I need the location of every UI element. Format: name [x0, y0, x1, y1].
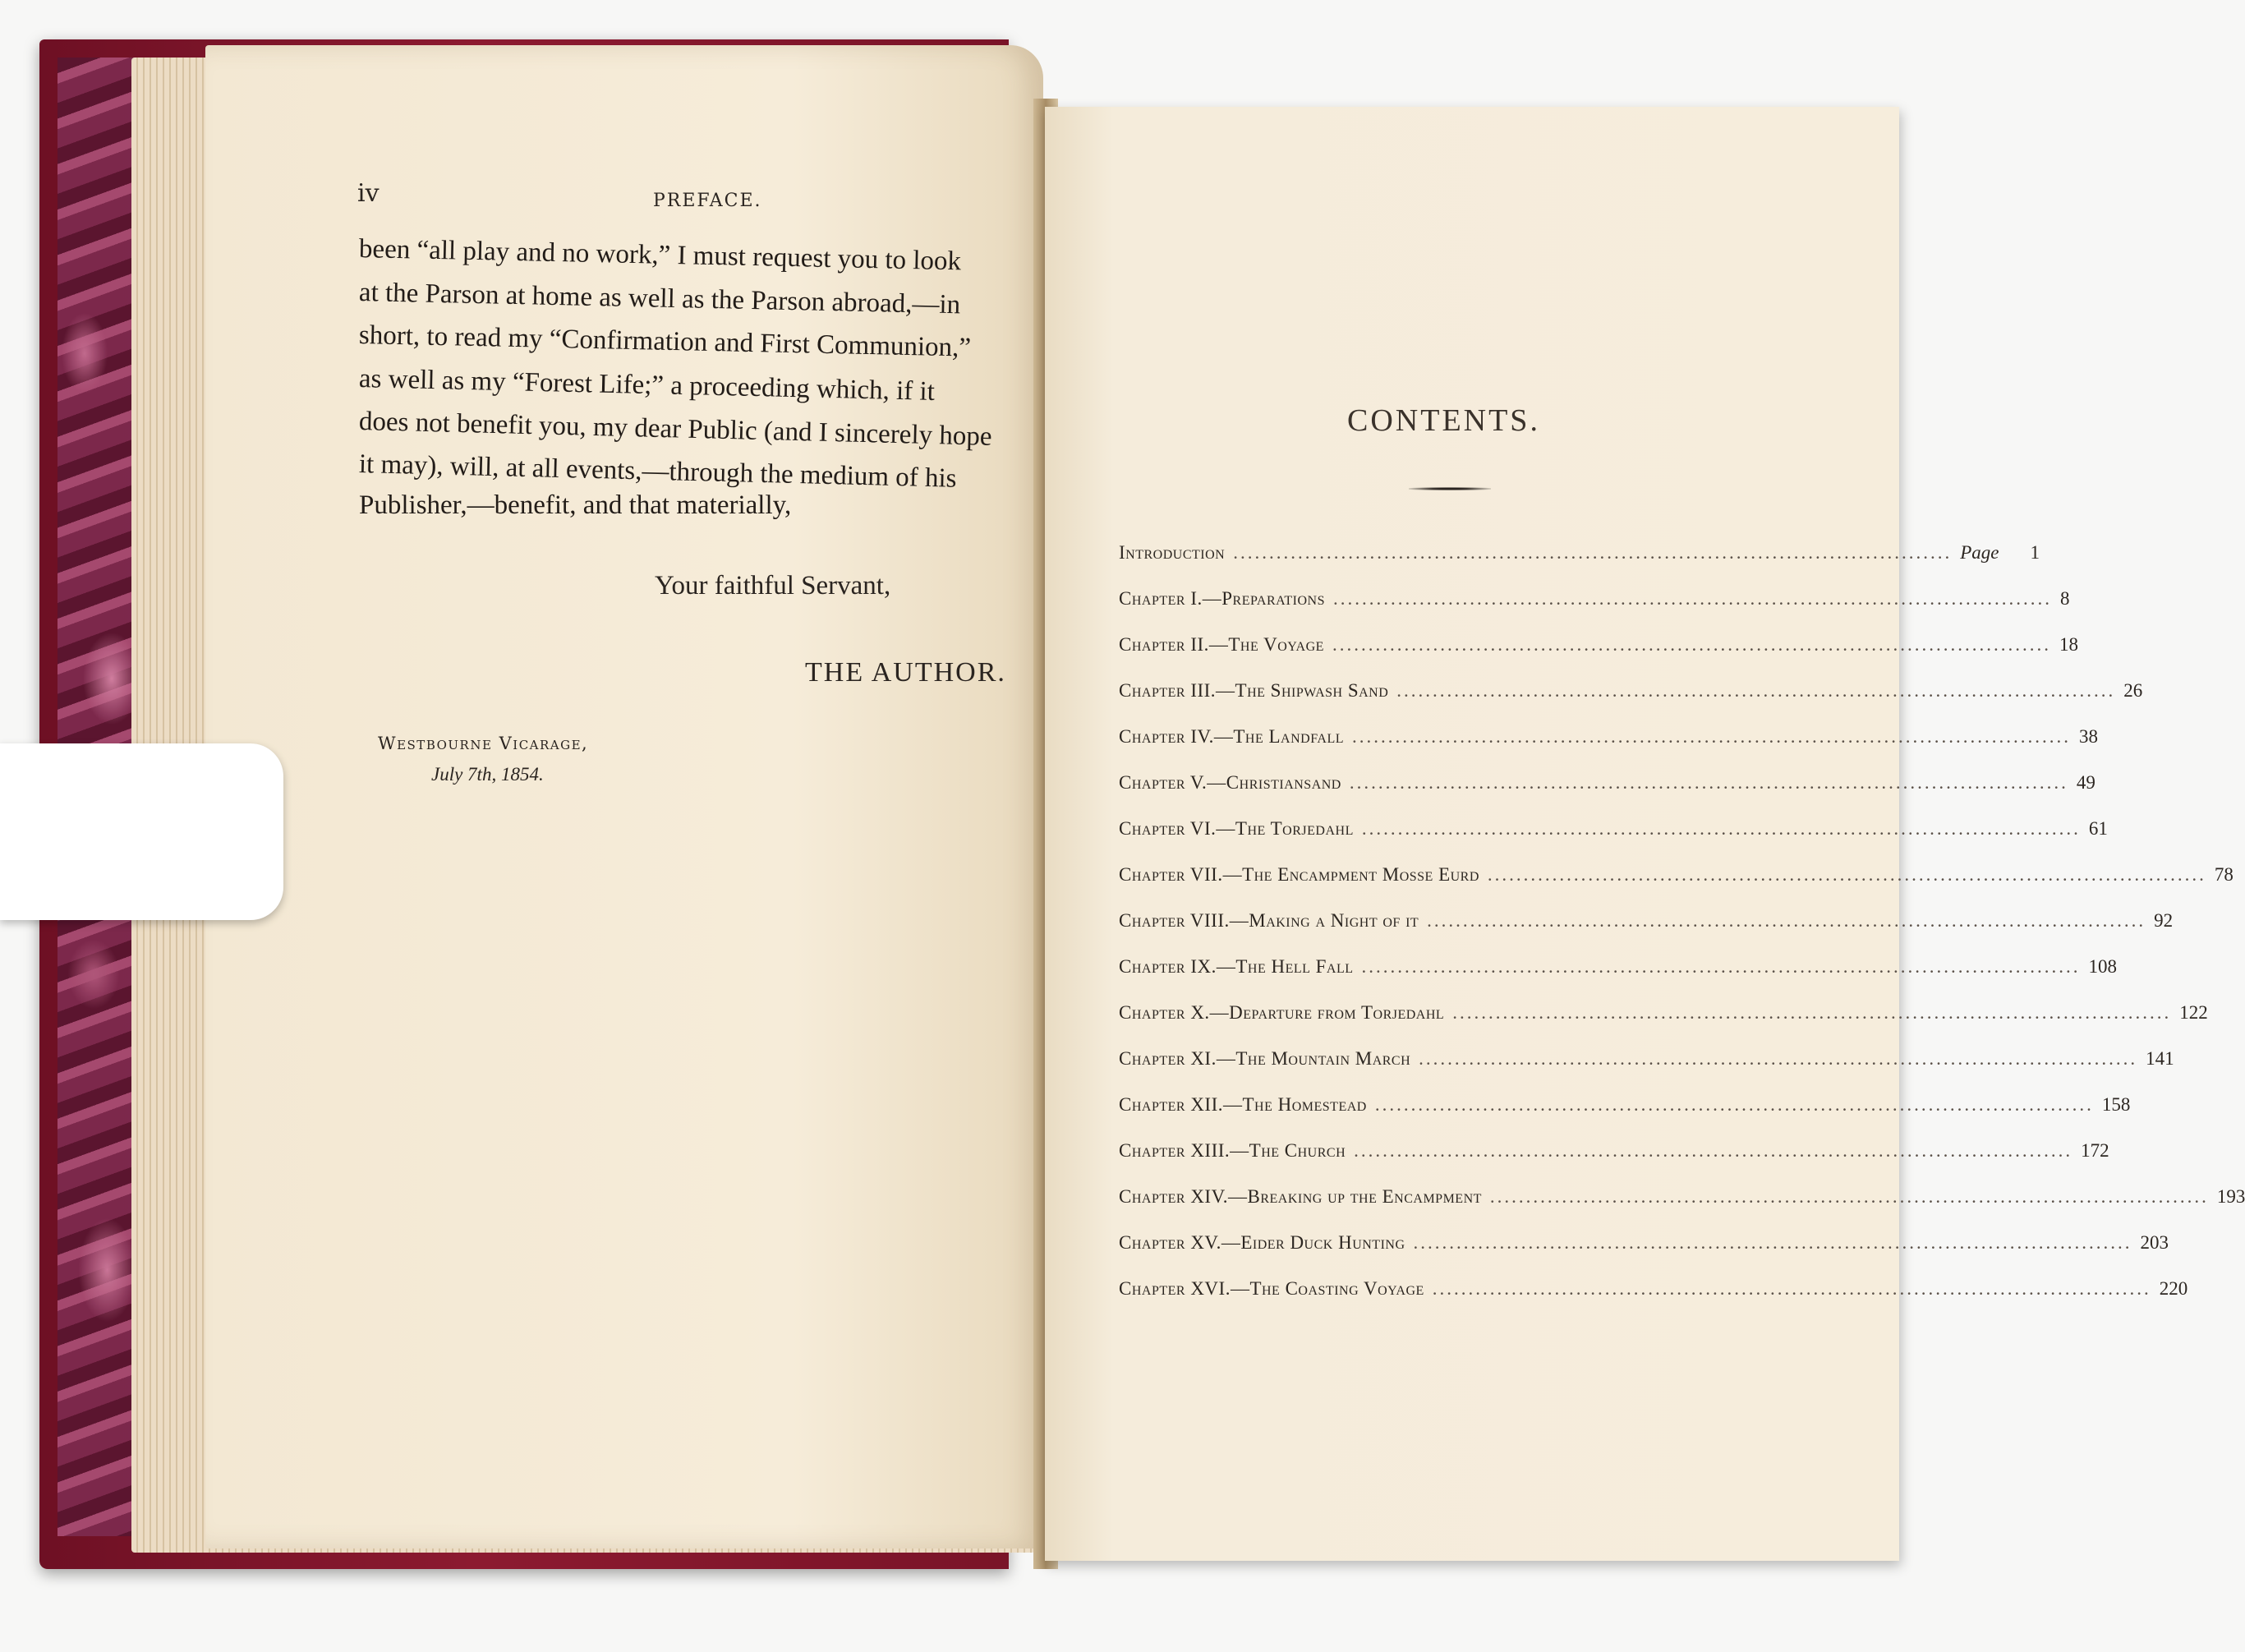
leader-dots: .................................................................................................... — [1333, 588, 2053, 609]
preface-line: as well as my “Forest Life;” a proceeding which, if it — [358, 364, 936, 407]
running-head: PREFACE. — [653, 191, 762, 211]
toc-entry — [1119, 726, 2099, 752]
toc-page: 220 — [2159, 1278, 2188, 1299]
place-line: Westbourne Vicarage, — [378, 734, 589, 753]
toc-page: 8 — [2060, 588, 2070, 609]
leader-dots: .................................................................................................... — [1432, 1278, 2151, 1299]
leader-dots: .................................................................................................... — [1354, 1140, 2073, 1161]
preface-line: does not benefit you, my dear Public (and I sincerely hope — [358, 407, 992, 452]
toc-label: Chapter I.—Preparations — [1119, 588, 1326, 609]
leader-dots: .................................................................................................... — [1419, 1048, 2138, 1069]
leader-dots: .................................................................................................... — [1352, 726, 2072, 747]
toc-label: Chapter VII.—The Encampment Mosse Eurd — [1119, 864, 1479, 885]
toc-label: Chapter X.—Departure from Torjedahl — [1119, 1002, 1445, 1023]
page-word: Page — [1960, 542, 1999, 563]
toc-label: Introduction — [1119, 542, 1226, 563]
toc-page: 172 — [2081, 1140, 2109, 1161]
date-line: July 7th, 1854. — [431, 764, 544, 785]
toc-entry — [1119, 680, 2143, 706]
toc-label: Chapter XV.—Eider Duck Hunting — [1119, 1232, 1405, 1253]
page-number: iv — [357, 179, 380, 208]
preface-line: Publisher,—benefit, and that materially, — [359, 490, 792, 520]
ornament-rule — [1409, 487, 1491, 490]
toc-page: 78 — [2214, 864, 2233, 885]
leader-dots: .................................................................................................... — [1489, 1186, 2209, 1207]
toc-page: 18 — [2059, 634, 2078, 655]
author-signature: THE AUTHOR. — [805, 657, 1006, 688]
preface-line: at the Parson at home as well as the Parson abroad,—in — [358, 278, 961, 320]
contents-title: CONTENTS. — [1347, 403, 1540, 438]
toc-label: Chapter XIV.—Breaking up the Encampment — [1119, 1186, 1482, 1207]
toc-page: 1 — [2030, 542, 2040, 563]
leader-dots: .................................................................................................... — [1396, 680, 2116, 701]
preface-line: it may), will, at all events,—through the medium of his — [358, 449, 957, 494]
toc-entry — [1119, 864, 2233, 890]
leader-dots: .................................................................................................... — [1452, 1002, 2172, 1023]
toc-entry — [1119, 910, 2174, 936]
toc-entry — [1119, 588, 2070, 614]
leader-dots: .................................................................................................... — [1487, 864, 2206, 885]
toc-entry — [1119, 818, 2108, 844]
toc-page: 203 — [2140, 1232, 2169, 1253]
toc-page: 38 — [2079, 726, 2099, 747]
toc-entry — [1119, 956, 2118, 982]
toc-page: 141 — [2146, 1048, 2174, 1069]
leader-dots: .................................................................................................... — [1413, 1232, 2132, 1253]
toc-page: 61 — [2088, 818, 2108, 839]
toc-page: 26 — [2123, 680, 2143, 701]
toc-page: 122 — [2179, 1002, 2208, 1023]
leader-dots: .................................................................................................... — [1361, 818, 2081, 839]
toc-label: Chapter III.—The Shipwash Sand — [1119, 680, 1389, 701]
toc-entry — [1119, 1278, 2188, 1305]
toc-label: Chapter II.—The Voyage — [1119, 634, 1324, 655]
toc-label: Chapter IV.—The Landfall — [1119, 726, 1345, 747]
toc-label: Chapter IX.—The Hell Fall — [1119, 956, 1354, 977]
preface-line: short, to read my “Confirmation and First Communion,” — [358, 320, 972, 363]
toc-entry — [1119, 772, 2095, 798]
signoff: Your faithful Servant, — [655, 571, 891, 601]
page-clip — [0, 743, 283, 920]
leader-dots: .................................................................................................... — [1332, 634, 2051, 655]
toc-label: Chapter XI.—The Mountain March — [1119, 1048, 1411, 1069]
toc-label: Chapter V.—Christiansand — [1119, 772, 1341, 793]
toc-page: 158 — [2101, 1094, 2131, 1115]
toc-label: Chapter XVI.—The Coasting Voyage — [1119, 1278, 1424, 1299]
leader-dots: .................................................................................................... — [1361, 956, 2081, 977]
preface-line: been “all play and no work,” I must request you to look — [358, 234, 962, 277]
leader-dots: .................................................................................................... — [1427, 910, 2146, 931]
leader-dots: .................................................................................................... — [1233, 542, 1953, 563]
toc-entry — [1119, 1140, 2109, 1167]
toc-label: Chapter VI.—The Torjedahl — [1119, 818, 1354, 839]
toc-page: 193 — [2216, 1186, 2245, 1207]
toc-page: 92 — [2154, 910, 2174, 931]
toc-label: Chapter XIII.—The Church — [1119, 1140, 1346, 1161]
toc-entry — [1119, 1048, 2174, 1074]
toc-label: Chapter VIII.—Making a Night of it — [1119, 910, 1419, 931]
leader-dots: .................................................................................................... — [1349, 772, 2068, 793]
toc-entry — [1119, 634, 2078, 660]
toc-entry — [1119, 1232, 2169, 1259]
toc-entry — [1119, 542, 2040, 568]
toc-page: 108 — [2088, 956, 2118, 977]
leader-dots: .................................................................................................... — [1374, 1094, 2094, 1115]
toc-entry — [1119, 1002, 2208, 1028]
toc-entry — [1119, 1186, 2245, 1213]
toc-page: 49 — [2076, 772, 2095, 793]
toc-entry — [1119, 1094, 2131, 1121]
toc-label: Chapter XII.—The Homestead — [1119, 1094, 1367, 1115]
